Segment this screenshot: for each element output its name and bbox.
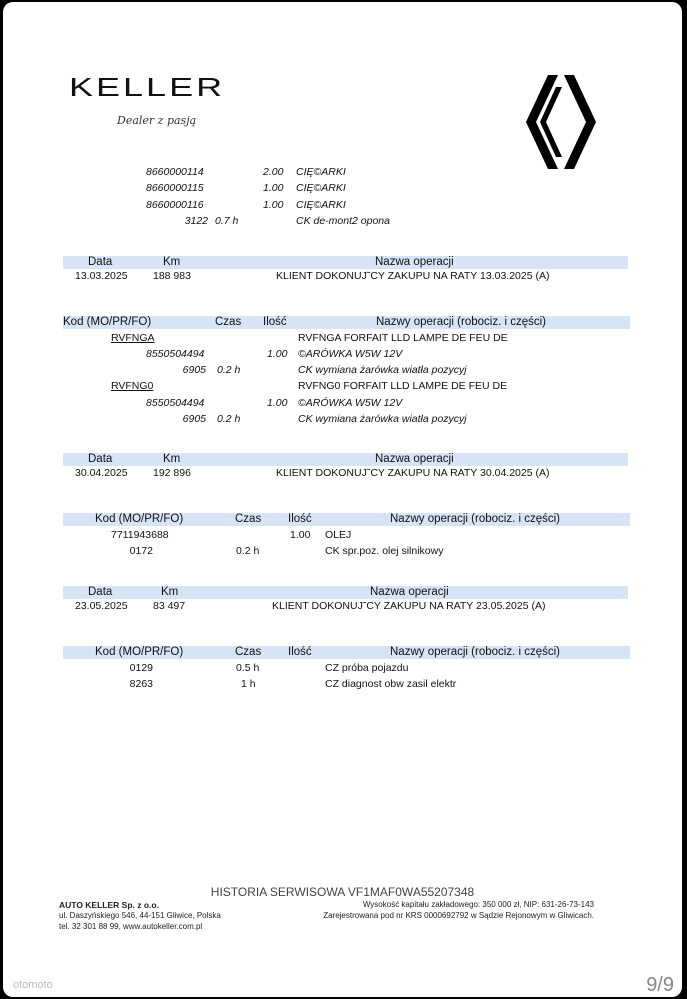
ops-header-code: Kod (MO/PR/FO) (63, 316, 152, 328)
op-time: 1 h (241, 678, 256, 690)
op-qty: 1.00 (267, 348, 288, 360)
op-time: 0.5 h (236, 662, 260, 674)
op-code: 8263 (129, 678, 153, 690)
part-qty: 1.00 (263, 182, 284, 194)
part-qty: 2.00 (263, 166, 284, 178)
ops-header-names: Nazwy operacji (robociz. i części) (376, 316, 546, 328)
visit-km: 192 896 (153, 467, 191, 479)
op-code: 7711943688 (111, 529, 169, 541)
visit-header (63, 453, 628, 466)
visit-header-km: Km (161, 586, 179, 598)
visit-header-date: Data (88, 586, 113, 598)
ops-header (63, 646, 630, 659)
visit-header-km: Km (163, 256, 181, 268)
op-code: 6905 (182, 413, 206, 425)
page-number: 9/9 (646, 974, 674, 996)
watermark: otomoto (13, 979, 53, 991)
visit-header (63, 586, 628, 599)
ops-header (63, 316, 630, 329)
op-code: RVFNG0 (111, 380, 154, 392)
visit-operation: KLIENT DOKONUJ˜CY ZAKUPU NA RATY 23.05.2025 (A) (272, 600, 546, 612)
dealer-logo-signature: Dealer z pasją (117, 114, 197, 127)
op-desc: CK wymiana żarówka wiatła pozycyj (298, 413, 467, 425)
footer-capital: Wysokość kapitału zakładowego: 350 000 zł, NIP: 631-26-73-143 (362, 900, 594, 909)
part-code: 8660000114 (146, 166, 204, 178)
op-code: 0172 (129, 545, 153, 557)
op-code: 0129 (129, 662, 153, 674)
footer-registry: Zarejestrowana pod nr KRS 0000692792 w Sądzie Rejonowym w Gliwicach. (323, 911, 594, 920)
labor-desc: CK de-mont2 opona (296, 215, 390, 227)
op-code: 8550504494 (146, 397, 205, 409)
visit-date: 23.05.2025 (75, 600, 128, 612)
visit-header-operation: Nazwa operacji (370, 586, 449, 598)
part-qty: 1.00 (263, 199, 284, 211)
ops-header-qty: Ilość (263, 316, 287, 328)
op-time: 0.2 h (236, 545, 260, 557)
labor-code: 3122 (184, 215, 208, 227)
op-code: RVFNGA (111, 332, 155, 344)
ops-header (63, 513, 630, 526)
visit-date: 30.04.2025 (75, 467, 128, 479)
footer-address: ul. Daszyńskiego 546, 44-151 Gliwice, Polska (59, 911, 221, 920)
visit-operation: KLIENT DOKONUJ˜CY ZAKUPU NA RATY 30.04.2025 (A) (276, 467, 550, 479)
footer-company: AUTO KELLER Sp. z o.o. (59, 900, 159, 910)
op-desc: CK wymiana żarówka wiatła pozycyj (298, 364, 467, 376)
op-code: 6905 (182, 364, 206, 376)
part-desc: CIĘ©ARKI (296, 166, 346, 178)
dealer-logo: KELLER (69, 72, 226, 102)
op-qty: 1.00 (290, 529, 311, 541)
op-desc: ©ARÓWKA W5W 12V (298, 397, 403, 409)
visit-header-operation: Nazwa operacji (375, 453, 454, 465)
op-desc: CZ próba pojazdu (325, 662, 409, 674)
ops-header-qty: Ilość (288, 646, 312, 658)
ops-header-time: Czas (235, 646, 262, 658)
visit-km: 83 497 (153, 600, 186, 612)
ops-header-qty: Ilość (288, 513, 312, 525)
visit-header (63, 256, 628, 269)
ops-header-code: Kod (MO/PR/FO) (95, 513, 184, 525)
visit-operation: KLIENT DOKONUJ˜CY ZAKUPU NA RATY 13.03.2025 (A) (276, 270, 550, 282)
visit-date: 13.03.2025 (75, 270, 128, 282)
op-desc: ©ARÓWKA W5W 12V (298, 348, 403, 360)
ops-header-time: Czas (215, 316, 242, 328)
op-desc: CK spr.poz. olej silnikowy (325, 545, 444, 557)
footer-title: HISTORIA SERWISOWA VF1MAF0WA55207348 (210, 885, 475, 899)
op-desc: RVFNGA FORFAIT LLD LAMPE DE FEU DE (298, 332, 508, 344)
visit-header-km: Km (163, 453, 181, 465)
op-code: 8550504494 (146, 348, 205, 360)
labor-time: 0.7 h (215, 215, 239, 227)
visit-header-operation: Nazwa operacji (375, 256, 454, 268)
op-desc: OLEJ (325, 529, 352, 541)
part-code: 8660000115 (146, 182, 204, 194)
ops-header-code: Kod (MO/PR/FO) (95, 646, 184, 658)
part-desc: CIĘ©ARKI (296, 182, 346, 194)
op-time: 0.2 h (217, 364, 241, 376)
visit-header-date: Data (88, 256, 113, 268)
part-code: 8660000116 (146, 199, 204, 211)
op-desc: RVFNG0 FORFAIT LLD LAMPE DE FEU DE (298, 380, 508, 392)
renault-logo-icon (526, 75, 596, 169)
ops-header-names: Nazwy operacji (robociz. i części) (390, 513, 560, 525)
op-desc: CZ diagnost obw zasil elektr (325, 678, 457, 690)
footer-contact: tel. 32 301 88 99, www.autokeller.com.pl (59, 922, 203, 931)
ops-header-time: Czas (235, 513, 262, 525)
visit-header-date: Data (88, 453, 113, 465)
part-desc: CIĘ©ARKI (296, 199, 346, 211)
op-time: 0.2 h (217, 413, 241, 425)
ops-header-names: Nazwy operacji (robociz. i części) (390, 646, 560, 658)
document-page (3, 2, 682, 997)
visit-km: 188 983 (153, 270, 191, 282)
op-qty: 1.00 (267, 397, 288, 409)
